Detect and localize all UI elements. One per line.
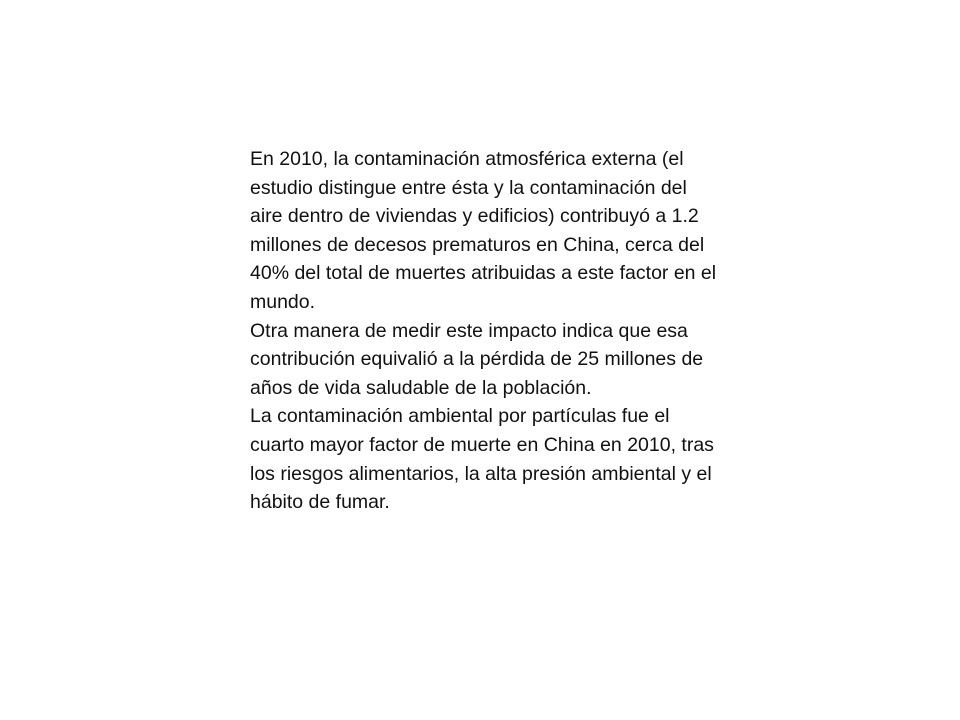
paragraph-fourth-risk-factor: La contaminación ambiental por partículas fue el cuarto mayor factor de muerte en China en 2010, tras los riesgos alimentarios, la alta presión ambiental y el hábito de fumar. — [250, 405, 714, 514]
paragraph-healthy-life-years: Otra manera de medir este impacto indica que esa contribución equivalió a la pérdida de 25 millones de años de vida saludable de la población. — [250, 319, 704, 399]
paragraph-outdoor-pollution-deaths: En 2010, la contaminación atmosférica externa (el estudio distingue entre ésta y la contaminación del aire dentro de viviendas y edificios) contribuyó a 1.2 millones de decesos prematuros en China, cerca del 40% del total de muertes atribuidas a este factor en el mundo. — [250, 148, 717, 313]
slide-text-block — [250, 145, 720, 517]
